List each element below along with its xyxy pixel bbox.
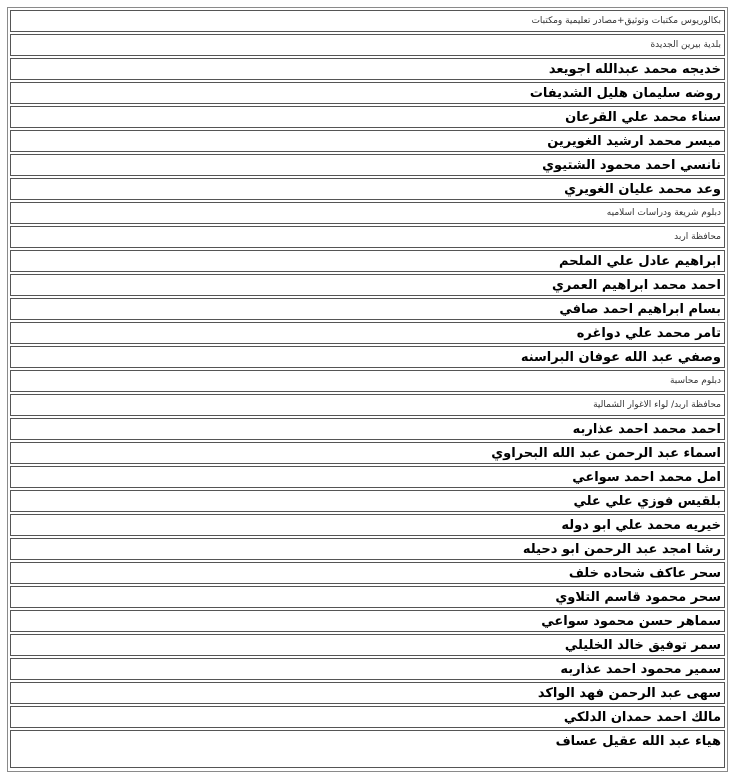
name-row: نانسي احمد محمود الشتيوي <box>10 154 725 176</box>
name-row: ابراهيم عادل علي الملحم <box>10 250 725 272</box>
name-row: سمير محمود احمد عذاربه <box>10 658 725 680</box>
name-row: ميسر محمد ارشيد الغويرين <box>10 130 725 152</box>
location-heading-row: بلدية بيرين الجديدة <box>10 34 725 56</box>
name-row: خديجه محمد عبدالله اجويعد <box>10 58 725 80</box>
name-row: هياء عبد الله عقيل عساف <box>10 730 725 768</box>
name-row: اسماء عبد الرحمن عبد الله البحراوي <box>10 442 725 464</box>
name-row: تامر محمد علي دواغره <box>10 322 725 344</box>
name-row: سحر عاكف شحاده خلف <box>10 562 725 584</box>
name-row: احمد محمد ابراهيم العمري <box>10 274 725 296</box>
name-row: امل محمد احمد سواعي <box>10 466 725 488</box>
section-heading-row: دبلوم محاسبة <box>10 370 725 392</box>
name-row: بسام ابراهيم احمد صافي <box>10 298 725 320</box>
name-row: احمد محمد احمد عذاربه <box>10 418 725 440</box>
section-heading-row: دبلوم شريعة ودراسات اسلاميه <box>10 202 725 224</box>
name-row: سمر توفيق خالد الخليلي <box>10 634 725 656</box>
name-row: وعد محمد عليان الغويري <box>10 178 725 200</box>
name-row: روضه سليمان هليل الشديفات <box>10 82 725 104</box>
name-row: سناء محمد علي القرعان <box>10 106 725 128</box>
name-row: مالك احمد حمدان الدلكي <box>10 706 725 728</box>
name-row: بلقيس فوزي علي علي <box>10 490 725 512</box>
name-row: سهى عبد الرحمن فهد الواكد <box>10 682 725 704</box>
name-row: خيريه محمد علي ابو دوله <box>10 514 725 536</box>
location-heading-row: محافظة اربد <box>10 226 725 248</box>
name-row: وصفي عبد الله عوفان البراسنه <box>10 346 725 368</box>
name-row: رشا امجد عبد الرحمن ابو دحيله <box>10 538 725 560</box>
name-row: سماهر حسن محمود سواعي <box>10 610 725 632</box>
location-heading-row: محافظة اربد/ لواء الاغوار الشمالية <box>10 394 725 416</box>
name-row: سحر محمود قاسم التلاوي <box>10 586 725 608</box>
section-heading-row: بكالوريوس مكتبات وتوثيق+مصادر تعليمية ومكتبات <box>10 10 725 32</box>
names-table <box>7 7 728 772</box>
